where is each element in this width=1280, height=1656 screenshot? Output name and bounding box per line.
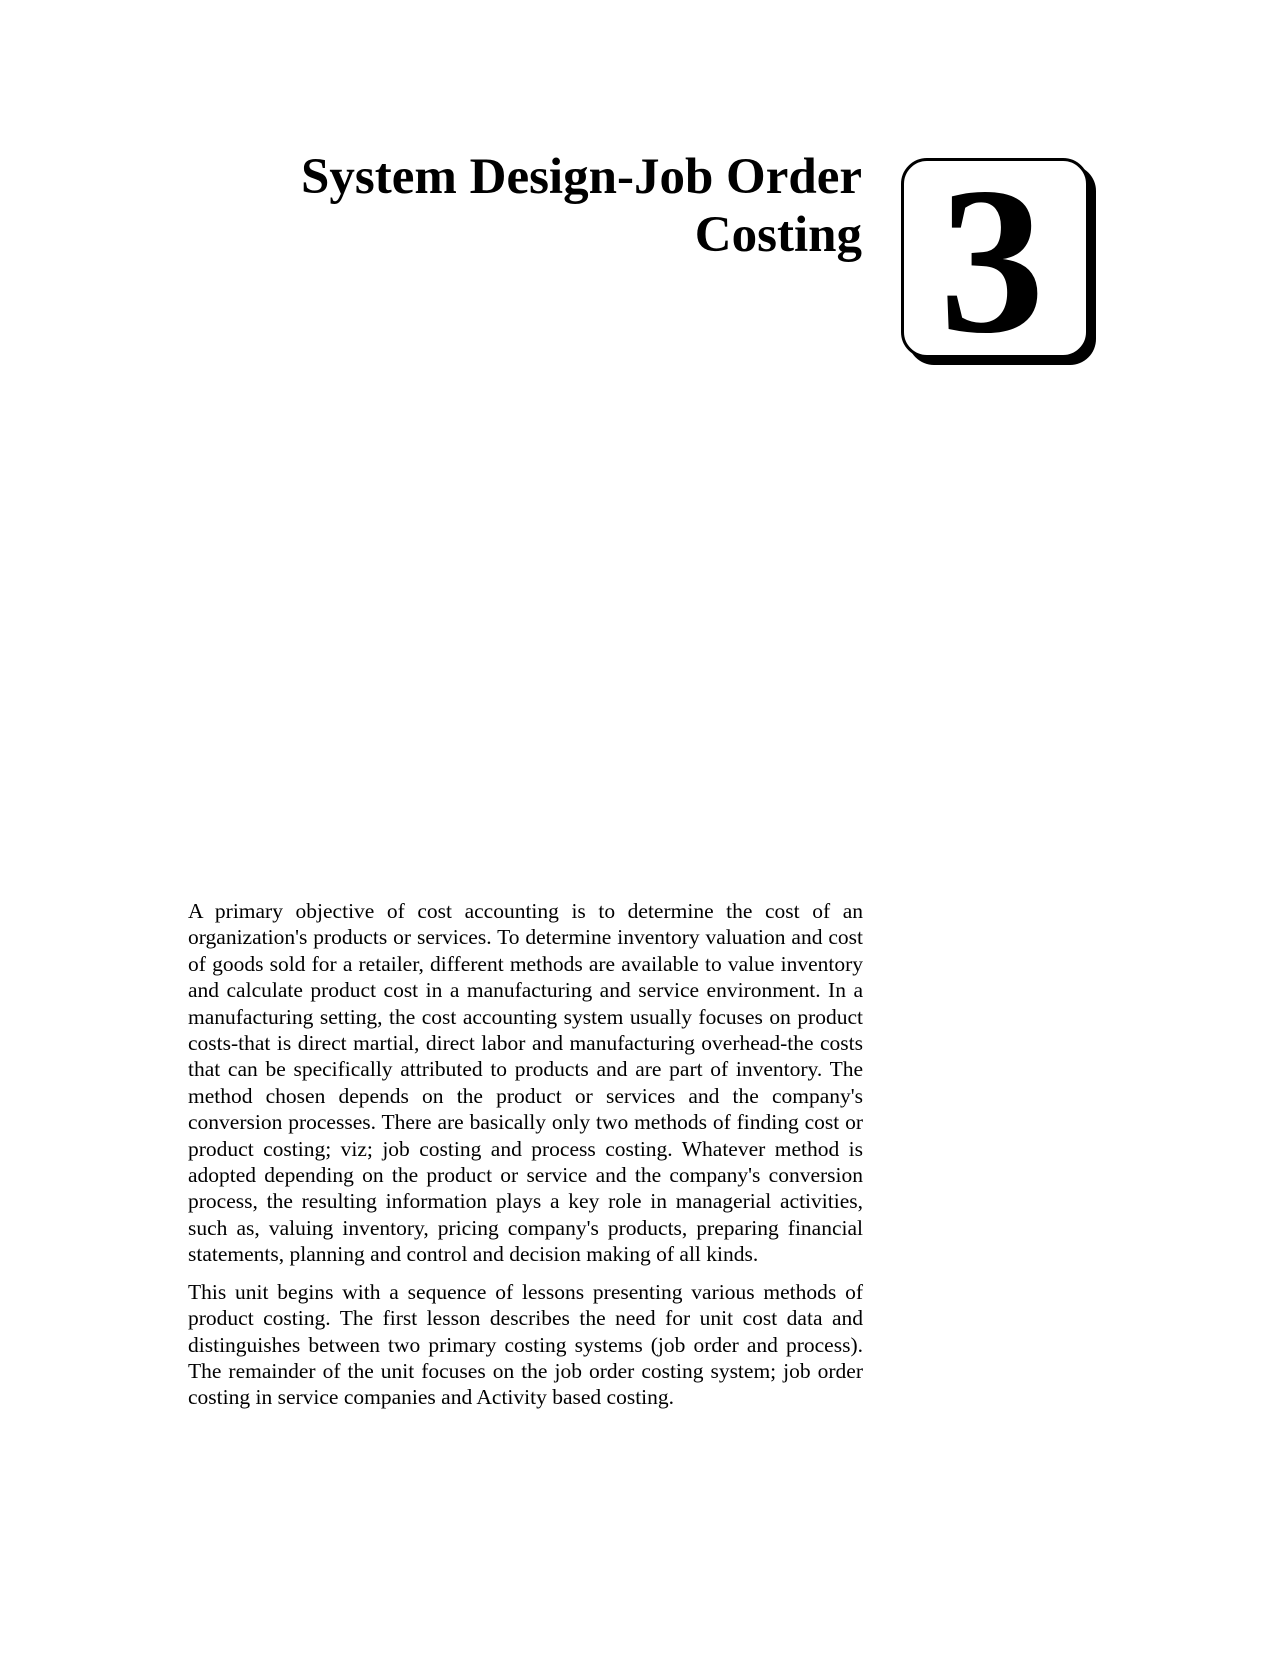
chapter-title: System Design-Job Order Costing [301, 149, 862, 263]
paragraph-unit-overview: This unit begins with a sequence of lessons presenting various methods of product costing. The first lesson describes the need for unit cost data and distinguishes between two primary costing systems (job order and process). The remainder of the unit focuses on the job order costing system; job order costing in service companies and Activity based costing. [188, 1279, 863, 1410]
chapter-number: 3 [939, 145, 1045, 377]
chapter-number-box [901, 145, 1089, 377]
paragraph-intro: A primary objective of cost accounting is to determine the cost of an organization's products or services. To determine inventory valuation and cost of goods sold for a retailer, different methods are available to value inventory and calculate product cost in a manufacturing and service environment. In a manufacturing setting, the cost accounting system usually focuses on product costs-that is direct martial, direct labor and manufacturing overhead-the costs that can be specifically attributed to products and are part of inventory. The method chosen depends on the product or services and the company's conversion processes. There are basically only two methods of finding cost or product costing; viz; job costing and process costing. Whatever method is adopted depending on the product or service and the company's conversion process, the resulting information plays a key role in managerial activities, such as, valuing inventory, pricing company's products, preparing financial statements, planning and control and decision making of all kinds. [188, 899, 863, 1267]
body-text [188, 898, 863, 1422]
